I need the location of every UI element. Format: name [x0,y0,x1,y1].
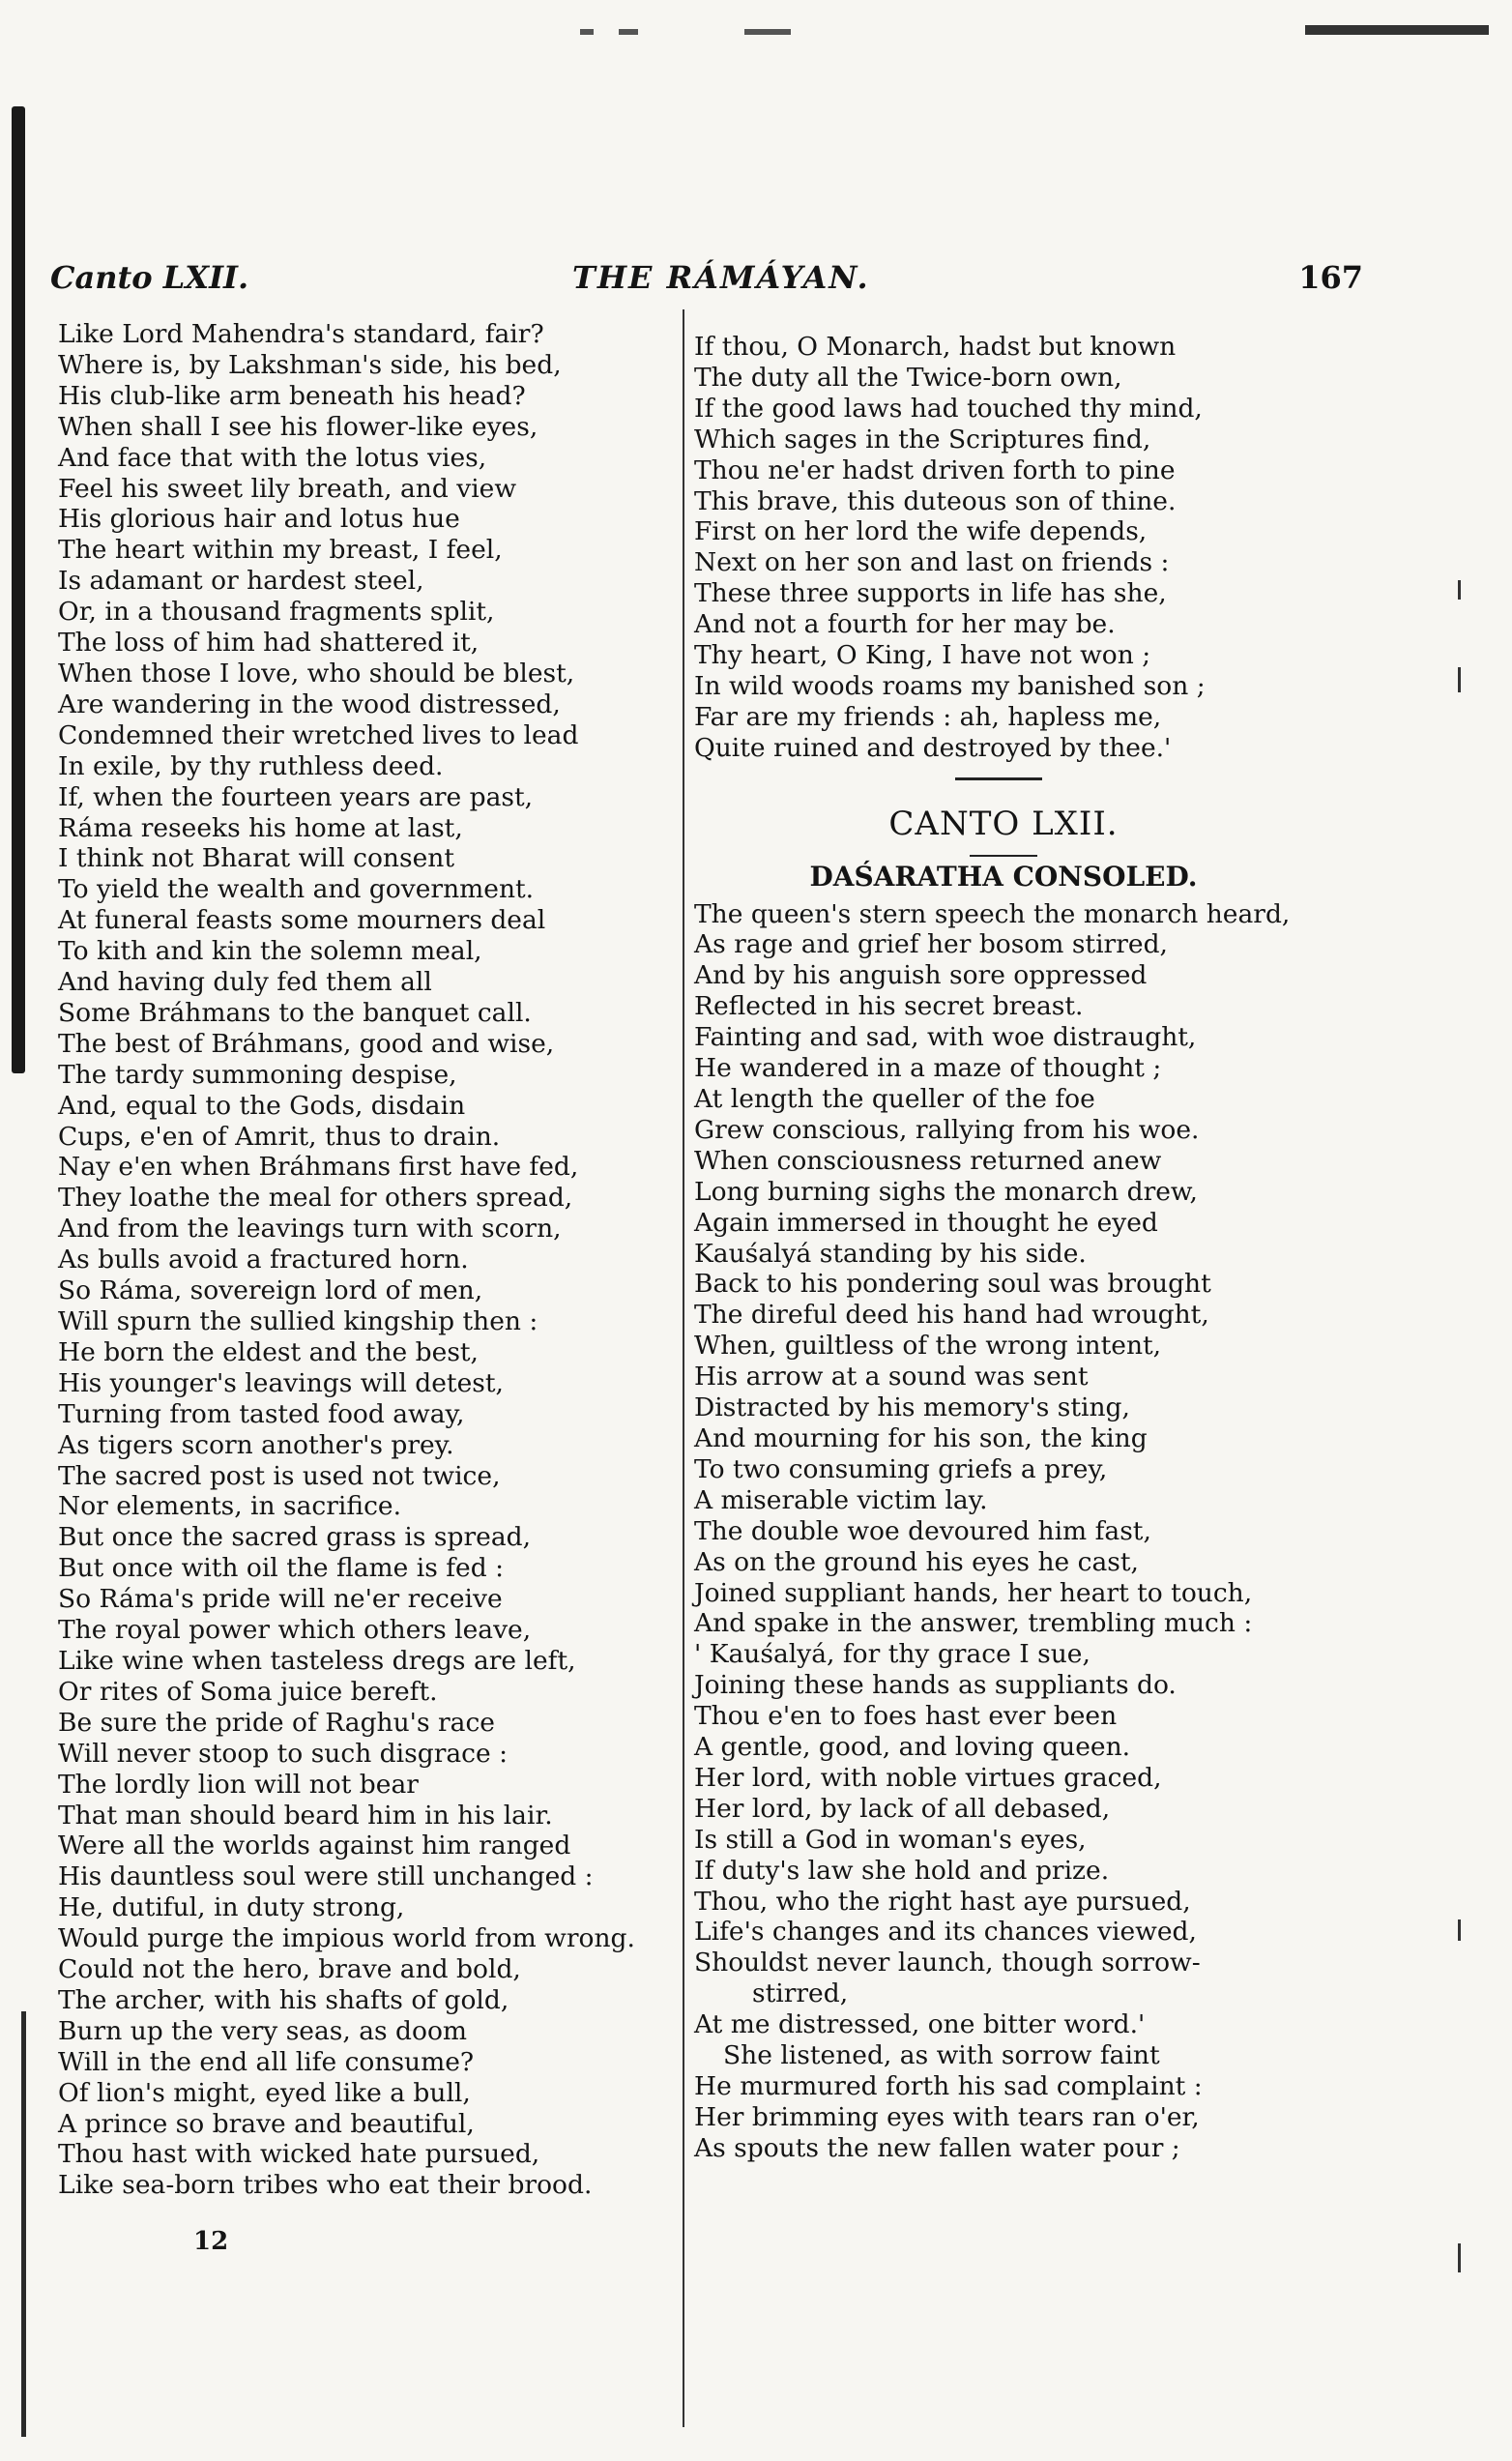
verse-line: Would purge the impious world from wrong. [58,1923,635,1954]
verse-line: Thy heart, O King, I have not won ; [694,640,1151,671]
verse-line: Life's changes and its chances viewed, [694,1917,1197,1948]
scan-binding-edge [12,106,25,1073]
verse-line: His glorious hair and lotus hue [58,504,460,535]
verse-line: As rage and grief her bosom stirred, [694,929,1168,960]
verse-line: He wandered in a maze of thought ; [694,1053,1162,1084]
verse-line: But once with oil the flame is fed : [58,1553,505,1584]
verse-line: Turning from tasted food away, [58,1398,465,1429]
scan-noise [580,29,594,35]
scan-noise [744,29,791,35]
header-page-number: 167 [1298,259,1363,296]
verse-line: Grew conscious, rallying from his woe. [694,1114,1200,1145]
verse-line: Distracted by his memory's sting, [694,1392,1130,1423]
verse-line: The heart within my breast, I feel, [58,535,503,566]
verse-line: The lordly lion will not bear [58,1769,419,1800]
verse-line: To yield the wealth and government. [58,874,535,905]
verse-line: The loss of him had shattered it, [58,628,480,659]
verse-line: Will in the end all life consume? [58,2046,475,2077]
verse-line: The tardy summoning despise, [58,1059,457,1090]
verse-line: His arrow at a sound was sent [694,1362,1089,1392]
verse-line: The double woe devoured him fast, [694,1515,1151,1546]
verse-line: Will spurn the sullied kingship then : [58,1306,538,1336]
verse-line: And, equal to the Gods, disdain [58,1090,466,1121]
verse-line: Like wine when tasteless dregs are left, [58,1645,576,1676]
verse-line: At me distressed, one bitter word.' [694,2009,1146,2040]
verse-line: The queen's stern speech the monarch heard, [694,898,1291,929]
verse-line: And by his anguish sore oppressed [694,960,1148,991]
verse-line: The best of Bráhmans, good and wise, [58,1028,555,1059]
verse-line: Long burning sighs the monarch drew, [694,1176,1198,1207]
verse-line: Or, in a thousand fragments split, [58,597,495,628]
verse-line: Joining these hands as suppliants do. [694,1670,1177,1701]
verse-line: Nor elements, in sacrifice. [58,1491,402,1522]
verse-line: A gentle, good, and loving queen. [694,1732,1131,1763]
verse-line: When, guiltless of the wrong intent, [694,1331,1162,1362]
verse-line: And face that with the lotus vies, [58,442,487,473]
verse-line: Thou ne'er hadst driven forth to pine [694,454,1176,485]
verse-line: And not a fourth for her may be. [694,609,1116,640]
verse-line: And having duly fed them all [58,967,432,998]
scan-noise [1305,25,1489,35]
verse-line: Thou hast with wicked hate pursued, [58,2139,540,2170]
verse-line: They loathe the meal for others spread, [58,1183,573,1214]
verse-line: The royal power which others leave, [58,1615,532,1646]
verse-line: His younger's leavings will detest, [58,1367,504,1398]
verse-line: And from the leavings turn with scorn, [58,1214,562,1245]
verse-line: Of lion's might, eyed like a bull, [58,2077,471,2108]
verse-line: And spake in the answer, trembling much : [694,1608,1253,1639]
section-separator [694,764,1371,795]
verse-line: Will never stoop to such disgrace : [58,1738,509,1769]
verse-line: He, dutiful, in duty strong, [58,1892,405,1923]
scan-mark [1458,580,1461,600]
verse-line: Thou e'en to foes hast ever been [694,1701,1118,1732]
verse-line: Her lord, with noble virtues graced, [694,1762,1162,1793]
verse-line: First on her lord the wife depends, [694,516,1148,547]
verse-line: And mourning for his son, the king [694,1422,1148,1453]
right-column-canto-verses [694,899,1371,2164]
verse-line: Were all the worlds against him ranged [58,1831,571,1861]
verse-line: As bulls avoid a fractured horn. [58,1245,469,1275]
verse-line: Is adamant or hardest steel, [58,566,424,597]
scan-binding-edge-lower [21,2011,26,2437]
right-column-verses [694,332,1371,764]
verse-line: So Ráma, sovereign lord of men, [58,1275,483,1306]
verse-line: If duty's law she hold and prize. [694,1855,1110,1886]
verse-line: The direful deed his hand had wrought, [694,1300,1209,1331]
verse-line: He born the eldest and the best, [58,1336,479,1367]
verse-line: Next on her son and last on friends : [694,547,1170,578]
verse-line: Her brimming eyes with tears ran o'er, [694,2101,1200,2132]
verse-line: Condemned their wretched lives to lead [58,719,579,750]
verse-line: His club-like arm beneath his head? [58,380,526,411]
verse-line: Like Lord Mahendra's standard, fair? [58,319,544,349]
verse-line: To two consuming griefs a prey, [694,1453,1108,1484]
verse-line: Reflected in his secret breast. [694,991,1084,1022]
verse-line: Her lord, by lack of all debased, [694,1793,1111,1824]
scan-noise [619,29,638,35]
verse-line: Again immersed in thought he eyed [694,1207,1158,1238]
canto-subtitle: DAŚARATHA CONSOLED. [694,849,1313,899]
verse-line: If, when the fourteen years are past, [58,781,534,812]
signature-number: 12 [193,2227,229,2256]
verse-line: Which sages in the Scriptures find, [694,424,1151,454]
verse-line: Quite ruined and destroyed by thee.' [694,732,1172,763]
verse-line: He murmured forth his sad complaint : [694,2071,1203,2102]
verse-line: Cups, e'en of Amrit, thus to drain. [58,1121,501,1152]
scan-mark [1458,667,1461,692]
verse-line: Shouldst never launch, though sorrow- [694,1948,1201,1978]
verse-line: A miserable victim lay. [694,1484,988,1515]
verse-line: When shall I see his flower-like eyes, [58,411,538,442]
verse-line: ' Kauśalyá, for thy grace I sue, [694,1639,1090,1670]
verse-line: The sacred post is used not twice, [58,1460,501,1491]
verse-line: This brave, this duteous son of thine. [694,485,1177,516]
verse-line: Nay e'en when Bráhmans first have fed, [58,1152,579,1183]
verse-line: So Ráma's pride will ne'er receive [58,1584,503,1615]
verse-line: She listened, as with sorrow faint [723,2040,1160,2071]
verse-line: But once the sacred grass is spread, [58,1522,532,1553]
verse-line: Thou, who the right hast aye pursued, [694,1886,1191,1917]
running-header [50,259,1373,308]
verse-line: A prince so brave and beautiful, [58,2108,475,2139]
verse-line: Could not the hero, brave and bold, [58,1954,521,1985]
verse-line: If thou, O Monarch, hadst but known [694,332,1177,362]
verse-line: As tigers scorn another's prey. [58,1429,454,1460]
verse-line: To kith and kin the solemn meal, [58,936,482,967]
verse-line: Or rites of Soma juice bereft. [58,1676,438,1707]
verse-line: At length the queller of the foe [694,1084,1095,1115]
verse-line: Joined suppliant hands, her heart to touch, [694,1577,1253,1608]
scan-mark [1458,1919,1461,1941]
verse-line: In exile, by thy ruthless deed. [58,750,444,781]
verse-line: These three supports in life has she, [694,578,1167,609]
verse-line: Far are my friends : ah, hapless me, [694,701,1162,732]
verse-line: I think not Bharat will consent [58,843,454,874]
verse-line: Like sea-born tribes who eat their brood. [58,2170,593,2201]
left-column [58,319,677,2201]
verse-line: Is still a God in woman's eyes, [694,1824,1087,1855]
verse-line: The archer, with his shafts of gold, [58,1984,509,2015]
verse-line: When those I love, who should be blest, [58,658,575,688]
canto-title: CANTO LXII. [888,804,1119,843]
scan-mark [1458,2243,1461,2272]
verse-line: Are wandering in the wood distressed, [58,688,561,719]
verse-line: Fainting and sad, with woe distraught, [694,1022,1197,1053]
verse-line: If the good laws had touched thy mind, [694,393,1203,424]
verse-line: At funeral feasts some mourners deal [58,905,546,936]
verse-line: Feel his sweet lily breath, and view [58,473,517,504]
verse-line: As spouts the new fallen water pour ; [694,2132,1180,2163]
verse-line: Kauśalyá standing by his side. [694,1238,1087,1269]
verse-line: Burn up the very seas, as doom [58,2015,468,2046]
verse-line: In wild woods roams my banished son ; [694,670,1206,701]
column-divider [683,309,684,2427]
header-canto: Canto LXII. [50,259,249,296]
verse-line: stirred, [752,1978,849,2009]
right-column [694,332,1371,2164]
verse-line: Where is, by Lakshman's side, his bed, [58,349,562,380]
verse-line: Be sure the pride of Raghu's race [58,1707,495,1738]
verse-line: Back to his pondering soul was brought [694,1269,1211,1300]
verse-line: When consciousness returned anew [694,1145,1162,1176]
verse-line: Ráma reseeks his home at last, [58,812,463,843]
verse-line: The duty all the Twice-born own, [694,362,1122,393]
header-title: THE RÁMÁYAN. [572,259,870,296]
verse-line: That man should beard him in his lair. [58,1800,553,1831]
verse-line: As on the ground his eyes he cast, [694,1546,1139,1577]
verse-line: Some Bráhmans to the banquet call. [58,997,532,1028]
verse-line: His dauntless soul were still unchanged : [58,1861,594,1892]
